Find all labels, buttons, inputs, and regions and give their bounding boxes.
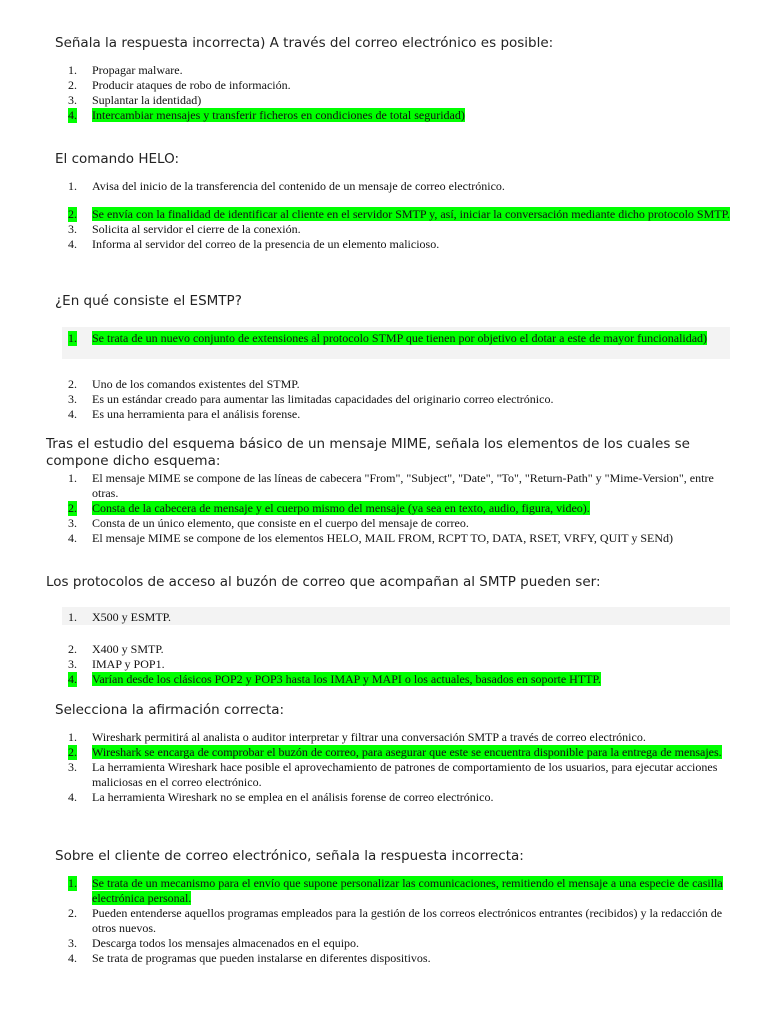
option-2: 2. Uno de los comandos existentes del STMP. [68,377,300,391]
option-2: 2. Pueden entenderse aquellos programas empleados para la gestión de los correos electrónicos entrantes (recibidos) y la redacción de otros nuevos. [68,906,723,935]
question-3-options-a [0,331,768,346]
option-4: 4. El mensaje MIME se compone de los elementos HELO, MAIL FROM, RCPT TO, DATA, RSET, VRFY, QUIT y SENd) [68,531,674,545]
question-1-prompt: Señala la respuesta incorrecta) A través del correo electrónico es posible: [55,35,554,51]
option-2-correct: 2. Se envía con la finalidad de identificar al cliente en el servidor SMTP y, así, iniciar la conversación mediante dicho protocolo SMTP. [68,207,730,221]
option-1: 1. Avisa del inicio de la transferencia del contenido de un mensaje de correo electrónico. [68,179,505,193]
option-4-correct: 4. Intercambiar mensajes y transferir ficheros en condiciones de total seguridad) [68,108,465,122]
option-1-correct: 1. Se trata de un mecanismo para el envío que supone personalizar las comunicaciones, remitiendo el mensaje a una especie de casilla electrónica personal. [68,876,723,905]
question-1-options [0,63,768,123]
option-3: 3. Consta de un único elemento, que consiste en el cuerpo del mensaje de correo. [68,516,469,530]
question-7-prompt: Sobre el cliente de correo electrónico, señala la respuesta incorrecta: [55,848,524,864]
option-1: 1. Propagar malware. [68,63,183,77]
option-4: 4. Informa al servidor del correo de la presencia de un elemento malicioso. [68,237,440,251]
option-4: 4. Es una herramienta para el análisis forense. [68,407,301,421]
question-5-prompt: Los protocolos de acceso al buzón de correo que acompañan al SMTP pueden ser: [46,574,601,590]
option-2: 2. X400 y SMTP. [68,642,164,656]
question-4-options [0,471,768,546]
option-3: 3. Suplantar la identidad) [68,93,202,107]
option-4: 4. La herramienta Wireshark no se emplea en el análisis forense de correo electrónico. [68,790,494,804]
option-1: 1. X500 y ESMTP. [68,610,172,624]
question-6-options [0,730,768,805]
option-1: 1. Wireshark permitirá al analista o auditor interpretar y filtrar una conversación SMTP a través de correo electrónico. [68,730,646,744]
question-2-options [0,179,768,252]
question-3-options-b [0,377,768,422]
question-3-prompt: ¿En qué consiste el ESMTP? [55,293,242,309]
question-4-prompt: Tras el estudio del esquema básico de un mensaje MIME, señala los elementos de los cuales se compone dicho esquema: [46,436,690,469]
question-2-prompt: El comando HELO: [55,151,180,167]
question-5-options-a [0,610,768,625]
option-3: 3. Descarga todos los mensajes almacenados en el equipo. [68,936,360,950]
option-1-correct: 1. Se trata de un nuevo conjunto de extensiones al protocolo STMP que tienen por objetivo el dotar a este de mayor funcionalidad) [68,331,708,345]
option-2-correct: 2. Consta de la cabecera de mensaje y el cuerpo mismo del mensaje (ya sea en texto, audio, figura, video). [68,501,590,515]
question-6-prompt: Selecciona la afirmación correcta: [55,702,285,718]
option-3: 3. IMAP y POP1. [68,657,165,671]
option-4-correct: 4. Varían desde los clásicos POP2 y POP3 hasta los IMAP y MAPI o los actuales, basados en soporte HTTP. [68,672,601,686]
option-4: 4. Se trata de programas que pueden instalarse en diferentes dispositivos. [68,951,431,965]
option-1: 1. El mensaje MIME se compone de las líneas de cabecera "From", "Subject", "Date", "To", "Return-Path" y "Mime-Version", entre otras. [68,471,714,500]
option-2-correct: 2. Wireshark se encarga de comprobar el buzón de correo, para asegurar que este se encuentra disponible para la entrega de mensajes. [68,745,722,759]
option-3: 3. Solicita al servidor el cierre de la conexión. [68,222,301,236]
option-3: 3. La herramienta Wireshark hace posible el aprovechamiento de patrones de comportamiento de los usuarios, para ejecutar acciones maliciosas en el correo electrónico. [68,760,718,789]
option-3: 3. Es un estándar creado para aumentar las limitadas capacidades del originario correo electrónico. [68,392,554,406]
question-5-options-b [0,642,768,687]
question-7-options [0,876,768,966]
option-2: 2. Producir ataques de robo de información. [68,78,291,92]
